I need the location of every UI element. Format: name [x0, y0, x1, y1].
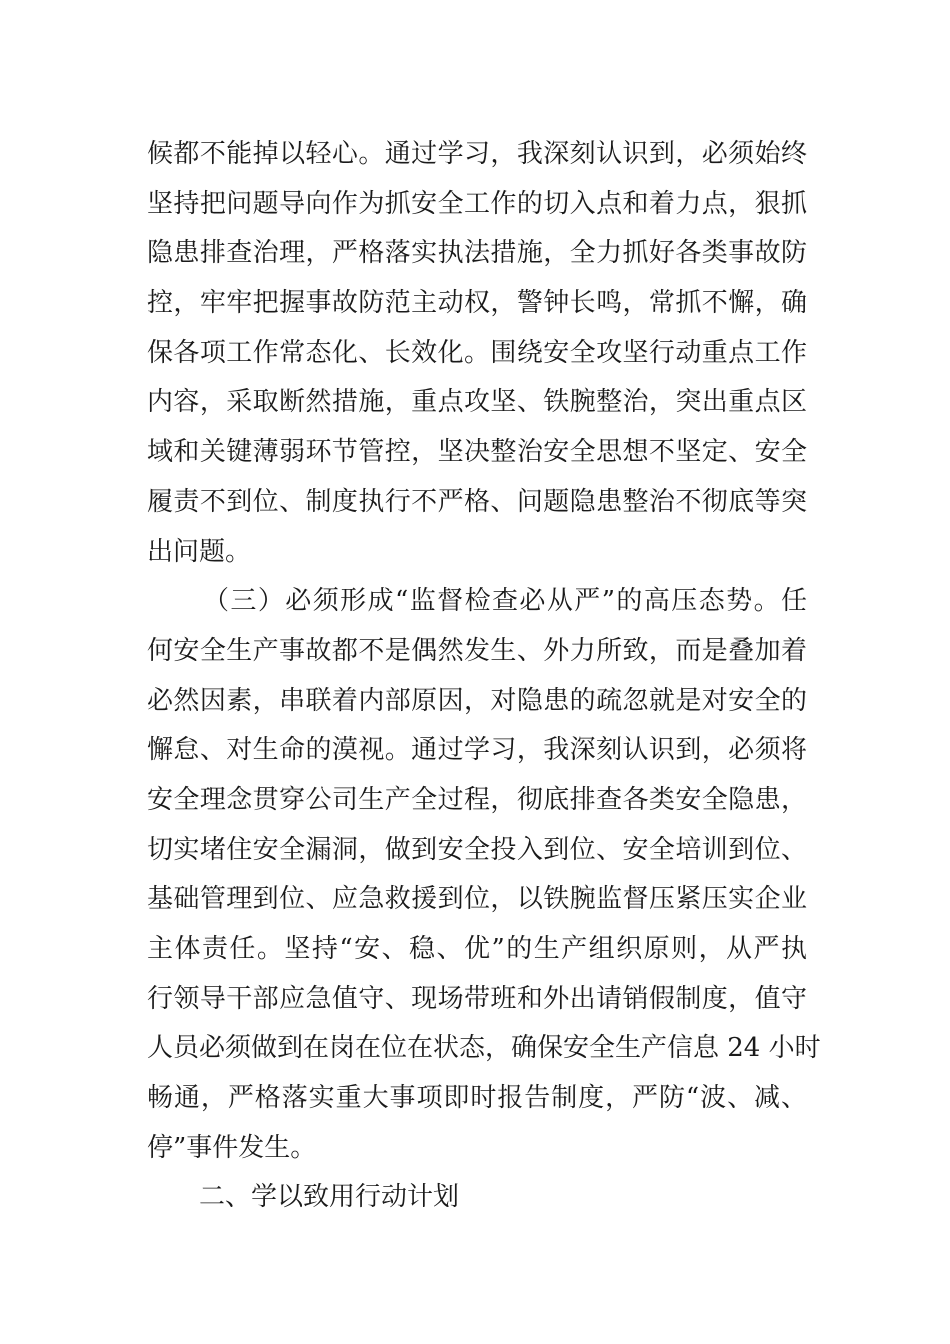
- text-line: 内容，采取断然措施，重点攻坚、铁腕整治，突出重点区: [147, 387, 807, 418]
- text-line: 切实堵住安全漏洞，做到安全投入到位、安全培训到位、: [147, 834, 807, 865]
- text-line: 必然因素，串联着内部原因，对隐患的疏忽就是对安全的: [147, 685, 807, 716]
- text-line: 隐患排查治理，严格落实执法措施，全力抓好各类事故防: [147, 238, 807, 269]
- text-line: 人员必须做到在岗在位在状态，确保安全生产信息 24 小时: [147, 1033, 821, 1064]
- text-line: 履责不到位、制度执行不严格、问题隐患整治不彻底等突: [147, 486, 807, 517]
- section-heading: 二、学以致用行动计划: [199, 1182, 460, 1213]
- text-line: 懈怠、对生命的漠视。通过学习，我深刻认识到，必须将: [147, 735, 807, 766]
- section-three-first-line: （三）必须形成“监督检查必从严”的高压态势。任: [203, 586, 807, 617]
- text-line: 安全理念贯穿公司生产全过程，彻底排查各类安全隐患，: [147, 784, 807, 815]
- text-line: 域和关键薄弱环节管控，坚决整治安全思想不坚定、安全: [147, 437, 807, 468]
- text-line: 停”事件发生。: [147, 1132, 317, 1163]
- text-line: 行领导干部应急值守、现场带班和外出请销假制度，值守: [147, 983, 807, 1014]
- text-line: 控，牢牢把握事故防范主动权，警钟长鸣，常抓不懈，确: [147, 288, 807, 319]
- text-line: 坚持把问题导向作为抓安全工作的切入点和着力点，狠抓: [147, 188, 807, 219]
- text-line: 基础管理到位、应急救援到位，以铁腕监督压紧压实企业: [147, 884, 807, 915]
- text-line: 主体责任。坚持“安、稳、优”的生产组织原则，从严执: [147, 934, 807, 964]
- text-line: 候都不能掉以轻心。通过学习，我深刻认识到，必须始终: [147, 139, 807, 169]
- text-line: 畅通，严格落实重大事项即时报告制度，严防“波、减、: [147, 1083, 807, 1114]
- body-text: [147, 130, 821, 1223]
- text-line: 出问题。: [147, 536, 252, 567]
- text-line: 保各项工作常态化、长效化。围绕安全攻坚行动重点工作: [147, 337, 807, 368]
- text-line: 何安全生产事故都不是偶然发生、外力所致，而是叠加着: [147, 635, 807, 666]
